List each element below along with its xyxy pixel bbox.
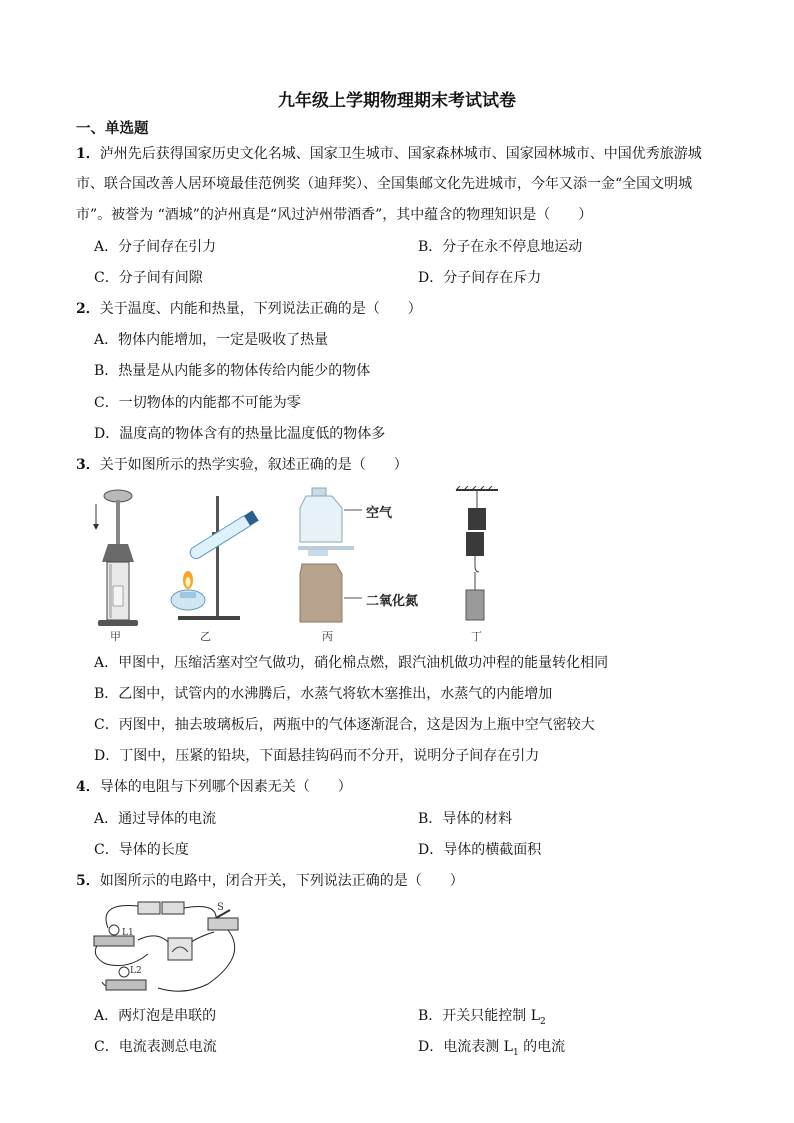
q5-option-a: A．两灯泡是串联的 bbox=[94, 1008, 217, 1024]
q2-option-a: A．物体内能增加，一定是吸收了热量 bbox=[94, 332, 329, 348]
figure-caption-jia: 甲 bbox=[110, 630, 121, 643]
figure-label-l1: L1 bbox=[122, 928, 134, 938]
q5-option-b-text: B．开关只能控制 L bbox=[418, 1008, 541, 1024]
q3-option-d: D．丁图中，压紧的铅块，下面悬挂钩码而不分开，说明分子间存在引力 bbox=[94, 748, 540, 764]
figure-caption-yi: 乙 bbox=[200, 630, 211, 643]
q2-option-c: C．一切物体的内能都不可能为零 bbox=[94, 395, 301, 411]
q2-number: 2． bbox=[76, 301, 100, 317]
q1-line3: 市”。被誉为 “酒城”的泸州真是“风过泸州带酒香”，其中蕴含的物理知识是（ ） bbox=[76, 207, 593, 223]
q1-line1 bbox=[76, 144, 702, 164]
q3-option-a: A．甲图中，压缩活塞对空气做功，硝化棉点燃，跟汽油机做功冲程的能量转化相同 bbox=[94, 655, 609, 671]
q4-stem-line bbox=[76, 777, 352, 797]
q2-option-d: D．温度高的物体含有的热量比温度低的物体多 bbox=[94, 426, 386, 442]
q3-number: 3． bbox=[76, 457, 100, 473]
q4-option-b: B．导体的材料 bbox=[418, 811, 513, 827]
section-heading: 一、单选题 bbox=[76, 121, 149, 137]
figure-caption-bing: 丙 bbox=[322, 630, 333, 643]
q4-stem: 导体的电阻与下列哪个因素无关（ ） bbox=[99, 779, 352, 795]
q4-number: 4． bbox=[76, 779, 100, 795]
figure-circuit bbox=[88, 900, 248, 998]
q4-option-a: A．通过导体的电流 bbox=[94, 811, 217, 827]
q4-option-c: C．导体的长度 bbox=[94, 842, 189, 858]
figure-ding-lead-blocks bbox=[452, 486, 502, 626]
figure-label-l2: L2 bbox=[130, 966, 142, 976]
q5-option-c: C．电流表测总电流 bbox=[94, 1039, 217, 1055]
q1-number: 1． bbox=[76, 146, 100, 162]
q2-stem: 关于温度、内能和热量，下列说法正确的是（ ） bbox=[99, 301, 422, 317]
figure-yi-test-tube bbox=[168, 492, 268, 622]
q1-option-b: B．分子在永不停息地运动 bbox=[418, 239, 583, 255]
q5-stem-line bbox=[76, 871, 464, 891]
q5-option-d bbox=[418, 1037, 565, 1063]
q5-number: 5． bbox=[76, 873, 100, 889]
figure-label-switch: S bbox=[217, 902, 224, 913]
q5-stem: 如图所示的电路中，闭合开关，下列说法正确的是（ ） bbox=[99, 873, 464, 889]
page-title: 九年级上学期物理期末考试试卷 bbox=[278, 91, 516, 111]
q3-stem: 关于如图所示的热学实验，叙述正确的是（ ） bbox=[99, 457, 408, 473]
q1-option-d: D．分子间存在斥力 bbox=[418, 270, 542, 286]
q3-option-b: B．乙图中，试管内的水沸腾后，水蒸气将软木塞推出，水蒸气的内能增加 bbox=[94, 686, 553, 702]
q3-option-c: C．丙图中，抽去玻璃板后，两瓶中的气体逐渐混合，这是因为上瓶中空气密较大 bbox=[94, 717, 595, 733]
figure-label-no2: 二氧化氮 bbox=[366, 594, 419, 609]
q5-option-d-post: 的电流 bbox=[518, 1039, 566, 1055]
q4-option-d: D．导体的横截面积 bbox=[418, 842, 542, 858]
q1-option-c: C．分子间有间隙 bbox=[94, 270, 203, 286]
q3-stem-line bbox=[76, 455, 408, 475]
q2-stem-line bbox=[76, 299, 422, 319]
q1-text1: 泸州先后获得国家历史文化名城、国家卫生城市、国家森林城市、国家园林城市、中国优秀旅游城 bbox=[99, 146, 702, 162]
q2-option-b: B．热量是从内能多的物体传给内能少的物体 bbox=[94, 363, 371, 379]
figure-jia-compression-cylinder bbox=[88, 486, 148, 636]
q5-option-d-sub: 1 bbox=[512, 1047, 519, 1058]
q1-option-a: A．分子间存在引力 bbox=[94, 239, 217, 255]
figure-caption-ding: 丁 bbox=[471, 630, 482, 643]
q5-option-d-text: D．电流表测 L bbox=[418, 1039, 513, 1055]
figure-label-air: 空气 bbox=[366, 506, 393, 521]
q5-option-b-sub: 2 bbox=[540, 1016, 546, 1027]
q5-option-b bbox=[418, 1006, 546, 1032]
q1-line2: 市、联合国改善人居环境最佳范例奖（迪拜奖）、全国集邮文化先进城市，今年又添一金“全国文明城 bbox=[76, 176, 693, 192]
